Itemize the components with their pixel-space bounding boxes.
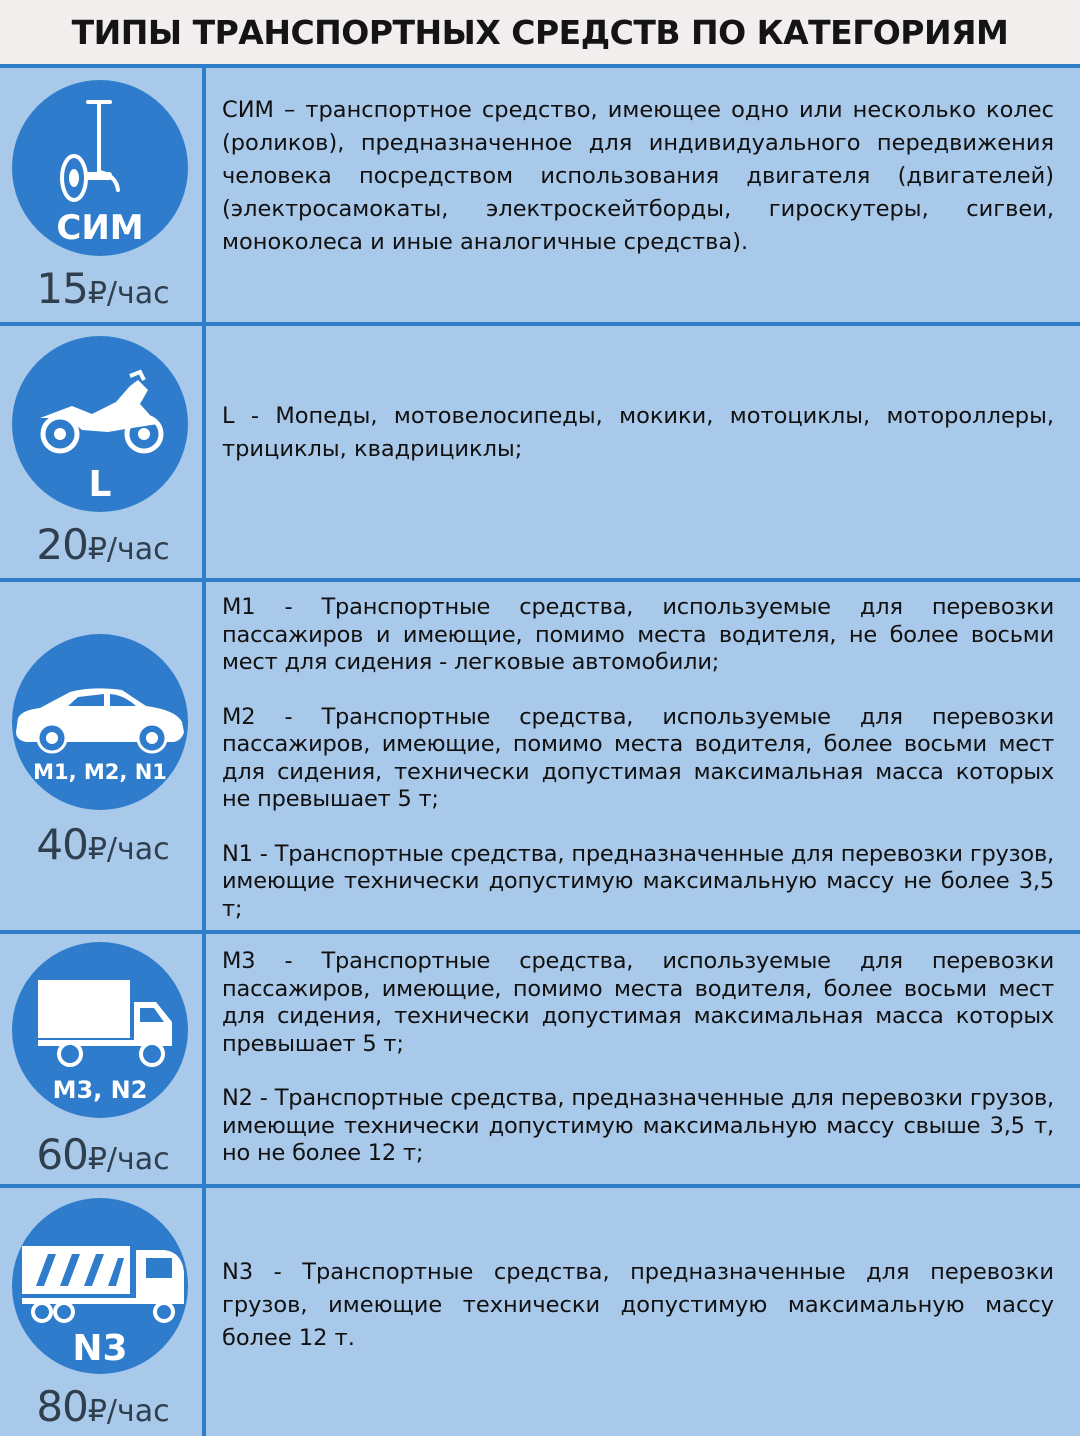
description-paragraph: N3 - Транспортные средства, предназначенные для перевозки грузов, имеющие технически допустимую максимальную массу более 12 т.: [222, 1259, 1054, 1351]
price-unit: ₽/час: [87, 1394, 170, 1429]
category-row-l: [0, 326, 1080, 582]
price-unit: ₽/час: [87, 276, 170, 311]
category-code: N3: [72, 1328, 128, 1369]
category-badge: [0, 1188, 206, 1436]
category-description: [222, 1256, 1054, 1436]
price-unit: ₽/час: [87, 832, 170, 867]
price-unit: ₽/час: [87, 1142, 170, 1177]
description-paragraph: N1 - Транспортные средства, предназначенные для перевозки грузов, имеющие технически допустимую максимальную массу не более 3,5 т;: [222, 840, 1054, 922]
price-label: [0, 1130, 206, 1179]
price-label: [0, 820, 206, 869]
category-badge: [0, 68, 206, 322]
description-paragraph: L - Мопеды, мотовелосипеды, мокики, мотоциклы, мотороллеры, трициклы, квадрициклы;: [222, 403, 1054, 462]
category-code: M1, M2, N1: [33, 760, 167, 784]
category-circle: [12, 80, 188, 256]
category-description: [222, 594, 1054, 930]
price-value: 60: [36, 1130, 88, 1179]
price-label: [0, 520, 206, 569]
price-value: 20: [36, 520, 88, 569]
description-paragraph: СИМ – транспортное средство, имеющее одно или несколько колес (роликов), предназначенное для индивидуального передвижения человека посредством использования двигателя (двигателей) (электросамокаты, электроскейтборды, гироскутеры, сигвеи, моноколеса и иные аналогичные средства).: [222, 97, 1054, 255]
price-value: 15: [36, 264, 88, 313]
category-code: M3, N2: [52, 1076, 148, 1104]
category-row-sim: [0, 68, 1080, 326]
category-description: [222, 94, 1054, 322]
page-header: [0, 0, 1080, 68]
category-description: [222, 948, 1054, 1184]
category-code: L: [88, 464, 112, 505]
category-circle: [12, 942, 188, 1118]
category-circle: [12, 634, 188, 810]
category-badge: [0, 582, 206, 930]
description-paragraph: N2 - Транспортные средства, предназначенные для перевозки грузов, имеющие технически допустимую максимальную массу свыше 3,5 т, но не более 12 т;: [222, 1085, 1054, 1166]
category-circle: [12, 336, 188, 512]
category-badge: [0, 934, 206, 1184]
price-label: [0, 1382, 206, 1431]
description-paragraph: M1 - Транспортные средства, используемые для перевозки пассажиров и имеющие, помимо места водителя, не более восьми мест для сидения - легковые автомобили;: [222, 594, 1054, 675]
page-title: ТИПЫ ТРАНСПОРТНЫХ СРЕДСТВ ПО КАТЕГОРИЯМ: [71, 12, 1009, 52]
price-label: [0, 264, 206, 313]
category-circle: [12, 1198, 188, 1374]
price-unit: ₽/час: [87, 532, 170, 567]
description-paragraph: M2 - Транспортные средства, используемые для перевозки пассажиров, имеющие, помимо места водителя, более восьми мест для сидения, технически допустимая максимальная масса которых не превышает 5 т;: [222, 703, 1054, 812]
category-row-m3-n2: [0, 934, 1080, 1188]
category-badge: [0, 326, 206, 578]
price-value: 80: [36, 1382, 88, 1431]
category-description: [222, 400, 1054, 578]
price-value: 40: [36, 820, 88, 869]
category-row-m1-m2-n1: [0, 582, 1080, 934]
category-code: СИМ: [56, 208, 144, 248]
category-row-n3: [0, 1188, 1080, 1436]
description-paragraph: M3 - Транспортные средства, используемые для перевозки пассажиров, имеющие, помимо места водителя, более восьми мест для сидения, технически допустимая максимальная масса которых превышает 5 т;: [222, 948, 1054, 1057]
